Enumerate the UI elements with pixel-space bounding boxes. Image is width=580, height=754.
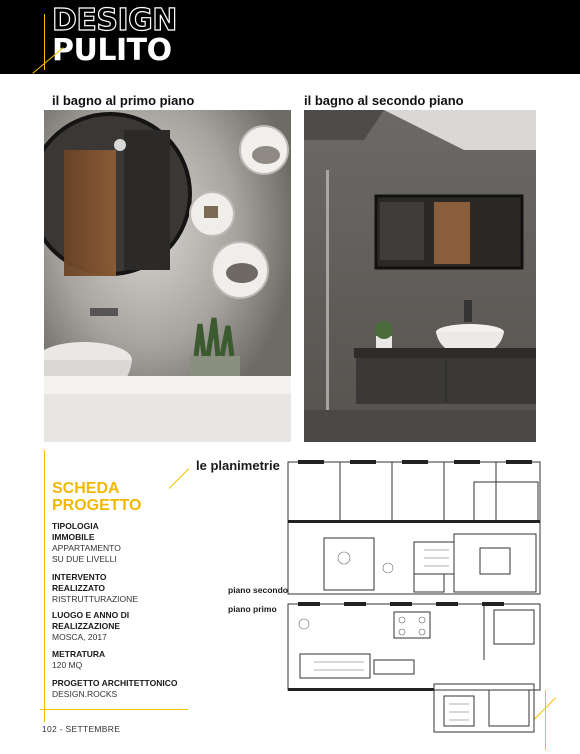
- spec-label: TIPOLOGIA: [52, 521, 99, 531]
- photo-bath-first-floor: [44, 110, 291, 442]
- spec-label: INTERVENTO: [52, 572, 107, 582]
- spec-item-metratura: [52, 649, 202, 671]
- photo-bath-second-floor: [304, 110, 536, 442]
- spec-item-progetto: [52, 678, 202, 700]
- guide-line-diagonal-mid: [169, 468, 190, 489]
- floor-label-second: piano secondo: [228, 585, 288, 595]
- spec-value: DESIGN.ROCKS: [52, 689, 118, 699]
- spec-label: PROGETTO ARCHITETTONICO: [52, 678, 178, 688]
- spec-item-luogo: [52, 610, 202, 643]
- spec-value: APPARTAMENTO: [52, 543, 121, 553]
- title-outline-word: DESIGN: [52, 3, 177, 38]
- floorplan-second-floor: [284, 458, 548, 598]
- caption-bath-first-floor: il bagno al primo piano: [52, 93, 195, 108]
- page-footer: 102 - SETTEMBRE: [42, 724, 121, 734]
- guide-line-horizontal: [40, 709, 188, 710]
- project-sheet-title-line1: SCHEDA: [52, 480, 120, 497]
- spec-item-intervento: [52, 572, 202, 605]
- title-solid-word: PULITO: [52, 33, 172, 68]
- guide-line-vertical-long: [44, 450, 45, 722]
- floor-label-first: piano primo: [228, 604, 277, 614]
- spec-value: SU DUE LIVELLI: [52, 554, 117, 564]
- project-sheet-title-line2: PROGETTO: [52, 497, 142, 514]
- spec-label: LUOGO E ANNO DI: [52, 610, 130, 620]
- caption-bath-second-floor: il bagno al secondo piano: [304, 93, 464, 108]
- floorplan-first-floor: [284, 600, 548, 734]
- spec-label: REALIZZATO: [52, 583, 106, 593]
- spec-label: METRATURA: [52, 649, 106, 659]
- page-header: [0, 0, 580, 74]
- project-sheet-title: [52, 480, 142, 514]
- spec-value: 120 MQ: [52, 660, 83, 670]
- spec-value: MOSCA, 2017: [52, 632, 107, 642]
- spec-label: REALIZZAZIONE: [52, 621, 120, 631]
- floorplans-caption: le planimetrie: [196, 458, 280, 473]
- spec-label: IMMOBILE: [52, 532, 95, 542]
- spec-value: RISTRUTTURAZIONE: [52, 594, 138, 604]
- spec-item-tipologia: [52, 521, 202, 565]
